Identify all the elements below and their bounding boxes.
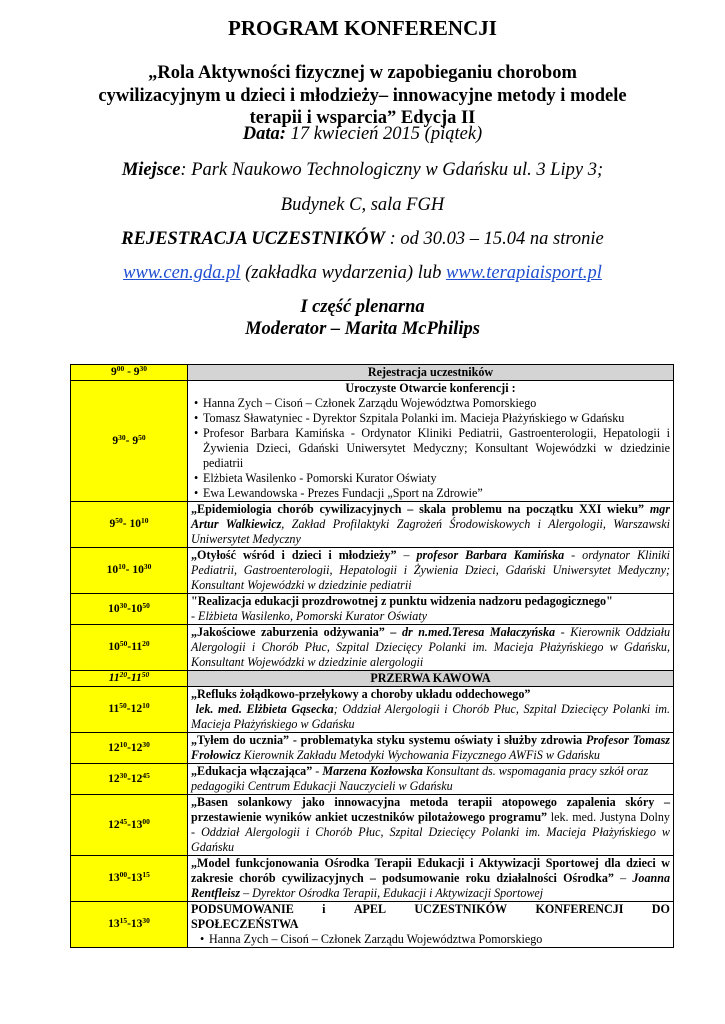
closing-cell (188, 902, 674, 948)
talk-title: „Model funkcjonowania Ośrodka Terapii Edukacji i Aktywizacji Sportowej dla dzieci w zakresie chorób cywilizacyjnych – podsumowanie roku działalności Ośrodka” (191, 856, 670, 885)
terapiaisport-link[interactable]: www.terapiaisport.pl (445, 263, 602, 283)
talk-cell (188, 733, 674, 764)
table-row (71, 502, 674, 548)
table-row (71, 594, 674, 625)
speaker-name: dr n.med.Teresa Małaczyńska (401, 625, 556, 639)
talk-cell (188, 594, 674, 625)
talk-cell: „Otyłość wśród i dzieci i młodzieży” – profesor Barbara Kamińska - ordynator Kliniki Pediatrii, Gastroenterologii, Hepatologii i Żywienia Dzieci, Gdański Uniwersytet Medyczny; Konsultant Wojewódzki w dziedzinie pediatrii (188, 548, 674, 594)
building-line: Budynek C, sala FGH (280, 195, 445, 215)
list-item: • Hanna Zych – Cisoń – Członek Zarządu Województwa Pomorskiego (197, 932, 670, 947)
list-item: • Ewa Lewandowska - Prezes Fundacji „Sport na Zdrowie” (191, 486, 670, 501)
table-row (71, 795, 674, 856)
date-value: 17 kwiecień 2015 (piątek) (285, 124, 483, 144)
time-cell: $12^{45}-13^{00}$ (71, 795, 188, 856)
subtitle-line: „Rola Aktywności fizycznej w zapobieganiu chorobom (148, 63, 577, 83)
links-middle-text: (zakładka wydarzenia) lub (240, 263, 446, 283)
talk-title: „Refluks żołądkowo-przełykowy a choroby układu oddechowego” (191, 687, 531, 701)
speaker-affiliation: Kierownik Zakładu Metodyki Wychowania Fizycznego AWFiS w Gdańsku (240, 748, 600, 762)
talk-cell: „Edukacja włączająca” - Marzena Kozłowska Konsultant ds. wspomagania pracy szkół oraz pedagogiki Centrum Edukacji Nauczycieli w Gdańsku (188, 764, 674, 795)
registration-cell: Rejestracja uczestników (188, 365, 674, 381)
time-cell: $10^{10}-$ $10^{30}$ (71, 548, 188, 594)
speaker-affiliation: , Zakład Profilaktyki Zagrożeń Środowiskowych i Alergologii, Warszawski Uniwersytet Medyczny (191, 517, 670, 546)
place-line (0, 160, 725, 181)
time-cell: $9^{30}-$ $9^{50}$ (71, 381, 188, 502)
links-line (0, 263, 725, 284)
speaker-name: lek. med. Justyna Dolny - (191, 810, 670, 839)
speaker-affiliation: Konsultant ds. wspomagania pracy szkół oraz pedagogiki Centrum Edukacji Nauczycieli w Gdańsku (191, 764, 649, 793)
talk-title: „Edukacja włączająca” (191, 764, 313, 778)
time-cell: $13^{00}-13^{15}$ (71, 856, 188, 902)
place-label: Miejsce (121, 160, 181, 180)
time-cell: $9^{00} - 9^{30}$ (71, 365, 188, 381)
program-table (70, 364, 674, 948)
speaker-list (191, 396, 670, 501)
page-title: PROGRAM KONFERENCJI (228, 16, 497, 40)
session-heading (0, 296, 725, 340)
registration-line (0, 229, 725, 250)
date-label: Data: (242, 124, 286, 144)
table-row (71, 902, 674, 948)
table-row (71, 733, 674, 764)
table-row (71, 671, 674, 687)
part-label: I część plenarna (300, 297, 425, 317)
talk-title: "Realizacja edukacji prozdrowotnej z punktu widzenia nadzoru pedagogicznego" (191, 594, 613, 608)
time-cell: $12^{30}-12^{45}$ (71, 764, 188, 795)
conference-subtitle (60, 62, 665, 130)
registration-value: : od 30.03 – 15.04 na stronie (384, 229, 604, 249)
cen-link[interactable]: www.cen.gda.pl (123, 263, 241, 283)
talk-cell (188, 502, 674, 548)
subtitle-line: cywilizacyjnym u dzieci i młodzieży– innowacyjne metody i modele (98, 85, 627, 106)
speaker-name: Joanna Rentfleisz (191, 871, 670, 900)
speaker-list (191, 932, 670, 947)
date-line (0, 124, 725, 145)
table-row (71, 764, 674, 795)
talk-cell: „Model funkcjonowania Ośrodka Terapii Edukacji i Aktywizacji Sportowej dla dzieci w zakresie chorób cywilizacyjnych – podsumowanie roku działalności Ośrodka” – Joanna Rentfleisz – Dyrektor Ośrodka Terapii, Edukacji i Aktywizacji Sportowej (188, 856, 674, 902)
speaker-name: Profesor Tomasz Frołowicz (191, 733, 670, 762)
time-cell: $13^{15}-13^{30}$ (71, 902, 188, 948)
time-cell: $11^{50}-12^{10}$ (71, 687, 188, 733)
time-cell: $12^{10}-12^{30}$ (71, 733, 188, 764)
table-row (71, 856, 674, 902)
moderator-label: Moderator – Marita McPhilips (245, 319, 480, 339)
time-cell: $11^{20}-11^{50}$ (71, 671, 188, 687)
place-value: : Park Naukowo Technologiczny w Gdańsku ul. 3 Lipy 3; (180, 160, 604, 180)
speaker-affiliation: - ordynator Kliniki Pediatrii, Gastroenterologii, Hepatologii i Żywienia Dzieci, Gdański Uniwersytet Medyczny; Konsultant Wojewódzki w dziedzinie pediatrii (191, 548, 670, 592)
talk-cell (188, 795, 674, 856)
speaker-name: lek. med. Elżbieta Gąsecka (195, 702, 334, 716)
closing-title-line2: SPOŁECZEŃSTWA (191, 917, 299, 931)
table-row (71, 365, 674, 381)
table-row (71, 625, 674, 671)
table-row (71, 381, 674, 502)
talk-title: „Epidemiologia chorób cywilizacyjnych – skala problemu na początku XXI wieku” (191, 502, 645, 516)
speaker-affiliation: Oddział Alergologii i Chorób Płuc, Szpital Dziecięcy Polanki im. Macieja Płażyńskiego w Gdańsku (191, 825, 670, 854)
speaker-affiliation: ; Oddział Alergologii i Chorób Płuc, Szpital Dziecięcy Polanki im. Macieja Płażyńskiego w Gdańsku (191, 702, 670, 731)
talk-title: „Otyłość wśród i dzieci i młodzieży” (191, 548, 397, 562)
talk-title: „Basen solankowy jako innowacyjna metoda terapii atopowego zapalenia skóry – przestawienie wyników ankiet uczestników pilotażowego programu” (191, 795, 670, 824)
table-row (71, 687, 674, 733)
closing-title: PODSUMOWANIE i APEL UCZESTNIKÓW KONFERENCJI DO (191, 902, 670, 916)
registration-label: REJESTRACJA UCZESTNIKÓW (121, 229, 385, 249)
coffee-break-cell: PRZERWA KAWOWA (188, 671, 674, 687)
table-row (71, 548, 674, 594)
talk-cell: „Jakościowe zaburzenia odżywania” – dr n.med.Teresa Małaczyńska - Kierownik Oddziału Alergologii i Chorób Płuc, Szpital Dziecięcy Polanki im. Macieja Płażyńskiego w Gdańsku, Konsultant Wojewódzki w dziedzinie alergologii (188, 625, 674, 671)
speaker-name: mgr Artur Walkiewicz (191, 502, 670, 531)
talk-cell (188, 687, 674, 733)
list-item: • Hanna Zych – Cisoń – Członek Zarządu Województwa Pomorskiego (191, 396, 670, 411)
speaker-name: profesor Barbara Kamińska (416, 548, 565, 562)
speaker-affiliation: - Elżbieta Wasilenko, Pomorski Kurator Oświaty (191, 609, 428, 623)
list-item: • Profesor Barbara Kamińska - Ordynator Kliniki Pediatrii, Gastroenterologii, Hepatologii i Żywienia Dzieci, Gdański Uniwersytet Medyczny; Konsultant Wojewódzki w dziedzinie pediatrii (191, 426, 670, 471)
list-item: • Tomasz Sławatyniec - Dyrektor Szpitala Polanki im. Macieja Płażyńskiego w Gdańsku (191, 411, 670, 426)
speaker-affiliation: - Kierownik Oddziału Alergologii i Chorób Płuc, Szpital Dziecięcy Polanki im. Macieja Płażyńskiego w Gdańsku, Konsultant Wojewódzki w dziedzinie alergologii (191, 625, 671, 669)
time-cell: $10^{30}-10^{50}$ (71, 594, 188, 625)
time-cell: $9^{50}-$ $10^{10}$ (71, 502, 188, 548)
session-title: Uroczyste Otwarcie konferencji : (345, 381, 516, 395)
speaker-name: Marzena Kozłowska (322, 764, 423, 778)
opening-cell (188, 381, 674, 502)
list-item: • Elżbieta Wasilenko - Pomorski Kurator Oświaty (191, 471, 670, 486)
talk-title: „Tyłem do ucznia” - problematyka styku systemu oświaty i służby zdrowia (191, 733, 583, 747)
subtitle-line: terapii i wsparcia” Edycja II (249, 108, 476, 128)
talk-title: „Jakościowe zaburzenia odżywania” (191, 625, 385, 639)
time-cell: $10^{50}-11^{20}$ (71, 625, 188, 671)
speaker-affiliation: – Dyrektor Ośrodka Terapii, Edukacji i Aktywizacji Sportowej (240, 886, 544, 900)
